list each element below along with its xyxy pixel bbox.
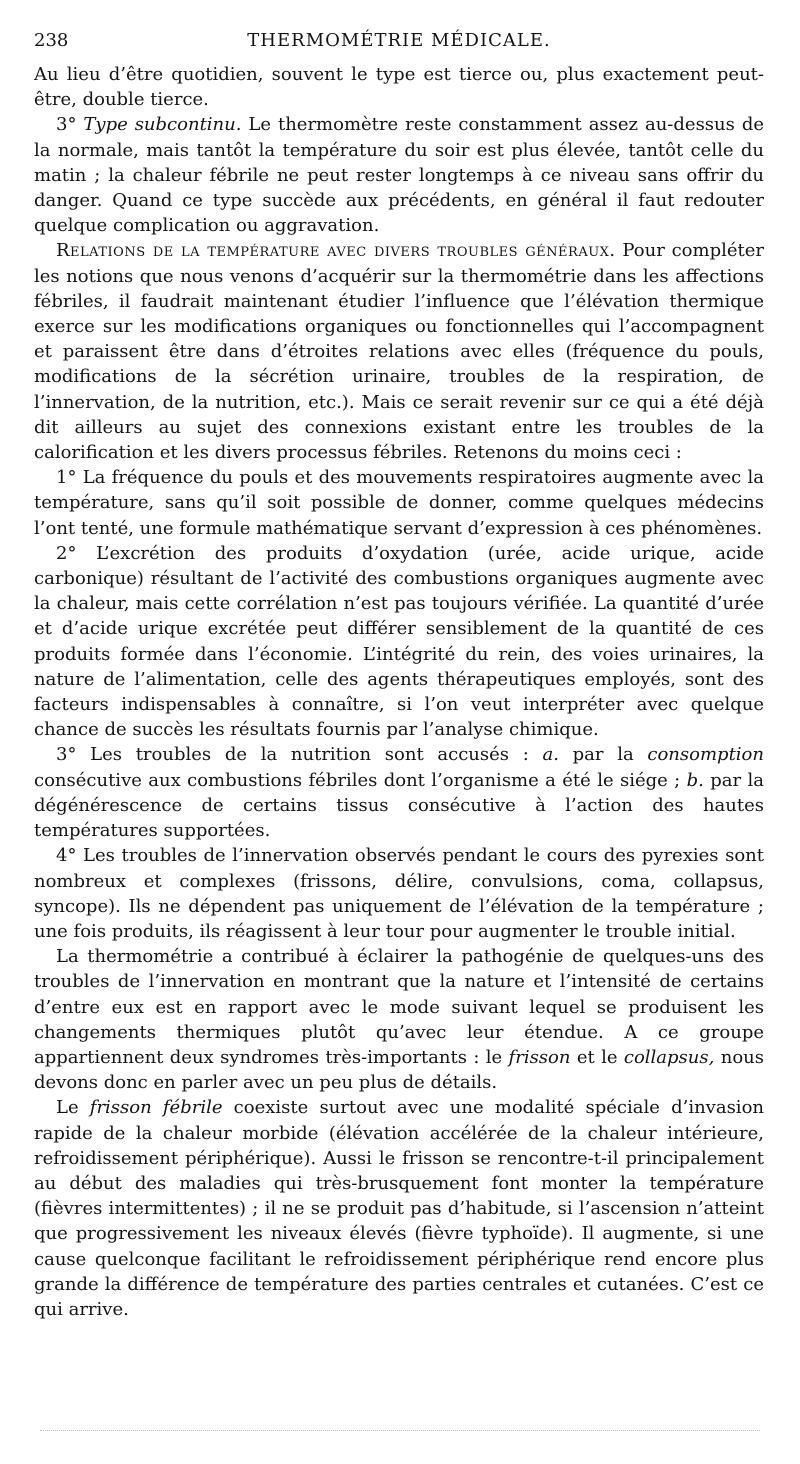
item-title: Type subcontinu.	[83, 114, 242, 136]
page-number: 238	[34, 30, 69, 51]
text-run: nous devons donc en parler avec un peu plus de détails.	[34, 1046, 764, 1094]
text-run: par la	[558, 744, 648, 766]
text-run: consécutive aux combustions fébriles dont l’organisme a été le siége ;	[34, 769, 687, 791]
paragraph-item-2: 2° L’excrétion des produits d’oxydation (urée, acide urique, acide carbonique) résultant de l’activité des combustions organiques augmente avec la chaleur, mais cette corrélation n’est pas toujours vérifiée. La quantité d’urée et d’acide urique excrétée peut différer sensiblement de la quantité de ces produits formée dans l’économie. L’intégrité du rein, des voies urinaires, la nature de l’alimentation, celle des agents thérapeutiques employés, sont des facteurs indispensables à connaître, si l’on veut interpréter avec quelque chance de succès les résultats fournis par l’analyse chimique.	[34, 542, 764, 741]
text-run-italic: b.	[686, 769, 704, 791]
section-heading: Relations de la température avec divers troubles généraux.	[56, 240, 616, 262]
text-run: Le	[56, 1097, 90, 1119]
paragraph-item-3	[34, 742, 764, 843]
text-run: coexiste surtout avec une modalité spéciale d’invasion rapide de la chaleur morbide (élévation accélérée de la chaleur intérieure, refroidissement périphérique). Aussi le frisson se rencontre-t-il principalement au début des maladies qui très-brusquement font monter la température (fièvres intermittentes) ; il ne se produit pas d’habitude, si l’ascension n’atteint que progressivement les niveaux élevés (fièvre typhoïde). Il augmente, si une cause quelconque facilitant le refroidissement périphérique rend encore plus grande la différence de température des parties centrales et cutanées. C’est ce qui arrive.	[34, 1097, 764, 1320]
paragraph-item-4: 4° Les troubles de l’innervation observés pendant le cours des pyrexies sont nombreux et complexes (frissons, délire, convulsions, coma, collapsus, syncope). Ils ne dépendent pas uniquement de l’élévation de la température ; une fois produits, ils réagissent à leur tour pour augmenter le trouble initial.	[34, 845, 764, 942]
item-number: 3°	[56, 114, 84, 136]
text-run-italic: consomption	[647, 744, 764, 766]
paragraph-text: Le thermomètre reste constamment assez au-dessus de la normale, mais tantôt la température du soir est plus élevée, tantôt celle du matin ; la chaleur fébrile ne peut rester longtemps à ce niveau sans offrir du danger. Quand ce type succède aux précédents, en général il faut redouter quelque complication ou aggravation.	[34, 114, 764, 237]
text-run: La thermométrie a contribué à éclairer la pathogénie de quelques-uns des troubles de l’innervation en montrant que la nature et l’intensité de certains d’entre eux est en rapport avec le mode suivant lequel se produisent les changements thermiques plutôt qu’avec leur étendue. A ce groupe appartiennent deux syndromes très-importants : le	[34, 946, 764, 1068]
paragraph-continuation: Au lieu d’être quotidien, souvent le type est tierce ou, plus exactement peut-être, double tierce.	[34, 64, 764, 111]
running-title: THERMOMÉTRIE MÉDICALE.	[247, 30, 551, 51]
paragraph-thermometrie	[34, 944, 764, 1095]
footer-rule	[40, 1430, 760, 1431]
text-run: 3° Les troubles de la nutrition sont accusés :	[56, 744, 543, 766]
paragraph-frisson	[34, 1095, 764, 1322]
paragraph-text: Pour compléter les notions que nous venons d’acquérir sur la thermométrie dans les affections fébriles, il faudrait maintenant étudier l’influence que l’élévation thermique exerce sur les modifications organiques ou fonctionnelles qui l’accompagnent et paraissent être dans d’étroites relations avec elles (fréquence du pouls, modifications de la sécrétion urinaire, troubles de la respiration, de l’innervation, de la nutrition, etc.). Mais ce serait revenir sur ce qui a été déjà dit ailleurs au sujet des connexions existant entre les troubles de la calorification et les divers processus fébriles. Retenons du moins ceci :	[34, 240, 764, 464]
paragraph-relations	[34, 238, 764, 465]
text-run-italic: a.	[542, 744, 559, 766]
text-run: et le	[570, 1046, 624, 1068]
paragraph-type-subcontinu	[34, 112, 764, 238]
page	[34, 28, 764, 1322]
text-run-italic: frisson	[508, 1046, 571, 1068]
text-run-italic: frisson fébrile	[89, 1097, 223, 1119]
running-head	[34, 28, 764, 58]
text-run: par la dégénérescence de certains tissus consécutive à l’action des hautes températures supportées.	[34, 769, 765, 842]
text-run-italic: collapsus,	[623, 1046, 715, 1068]
paragraph-item-1: 1° La fréquence du pouls et des mouvements respiratoires augmente avec la température, sans qu’il soit possible de donner, comme quelques médecins l’ont tenté, une formule mathématique servant d’expression à ces phénomènes.	[34, 467, 764, 539]
